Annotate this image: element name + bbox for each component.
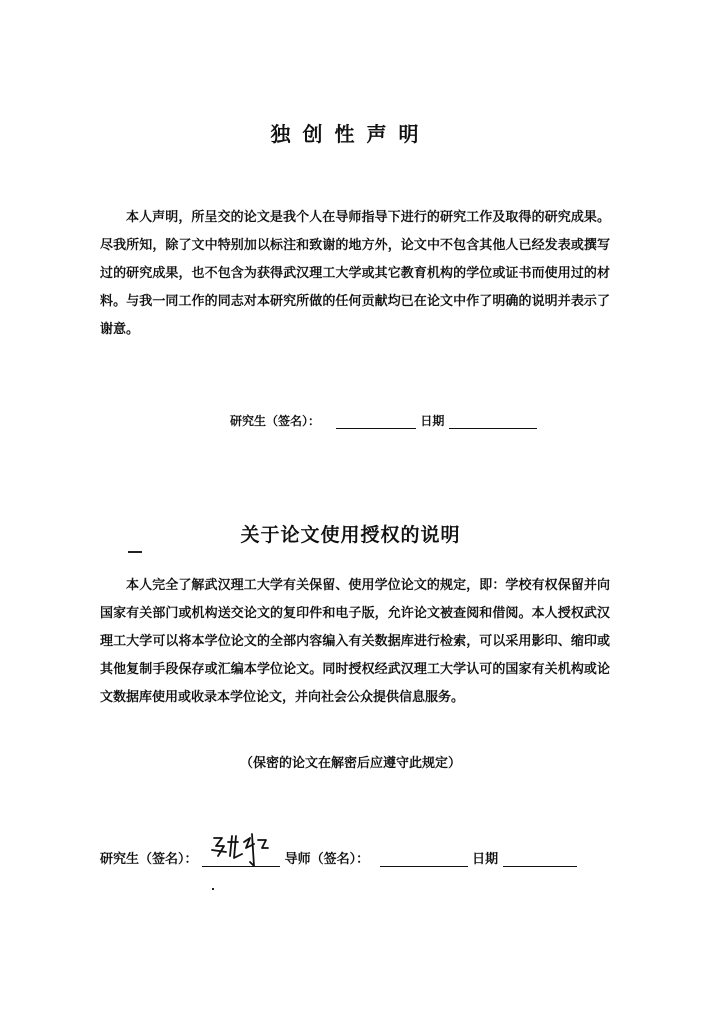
authorization-signature-row [100, 844, 577, 867]
date-line [503, 852, 577, 867]
advisor-sign-label: 导师（签名）： [284, 852, 370, 867]
declaration-body: 本人声明，所呈交的论文是我个人在导师指导下进行的研究工作及取得的研究成果。尽我所知，除了文中特别加以标注和致谢的地方外，论文中不包含其他人已经发表或撰写过的研究成果，也不包含为获得武汉理工大学或其它教育机构的学位或证书而使用过的材料。与我一同工作的同志对本研究所做的任何贡献均已在论文中作了明确的说明并表示了谢意。 [100, 210, 610, 337]
declaration-title: 独创性声明 [270, 122, 431, 146]
scan-dot [212, 888, 214, 890]
advisor-sign-line [380, 852, 468, 867]
date-label: 日期 [472, 852, 499, 867]
scan-mark [128, 551, 142, 553]
authorization-title: 关于论文使用授权的说明 [240, 524, 461, 546]
handwritten-signature-icon [202, 830, 280, 868]
confidential-note: （保密的论文在解密后应遵守此规定） [239, 756, 461, 771]
declaration-signature-row [230, 412, 537, 429]
student-sign-label: 研究生（签名）： [230, 414, 321, 428]
authorization-body: 本人完全了解武汉理工大学有关保留、使用学位论文的规定，即：学校有权保留并向国家有关部门或机构送交论文的复印件和电子版，允许论文被查阅和借阅。本人授权武汉理工大学可以将本学位论文的全部内容编入有关数据库进行检索，可以采用影印、缩印或其他复制手段保存或汇编本学位论文。同时授权经武汉理工大学认可的国家有关机构或论文数据库使用或收录本学位论文，并向社会公众提供信息服务。 [100, 578, 610, 705]
date-line [449, 414, 537, 429]
student-sign-line [336, 414, 416, 429]
student-sign-label: 研究生（签名）： [100, 852, 198, 867]
student-signature-image [202, 844, 280, 867]
date-label: 日期 [420, 414, 445, 428]
